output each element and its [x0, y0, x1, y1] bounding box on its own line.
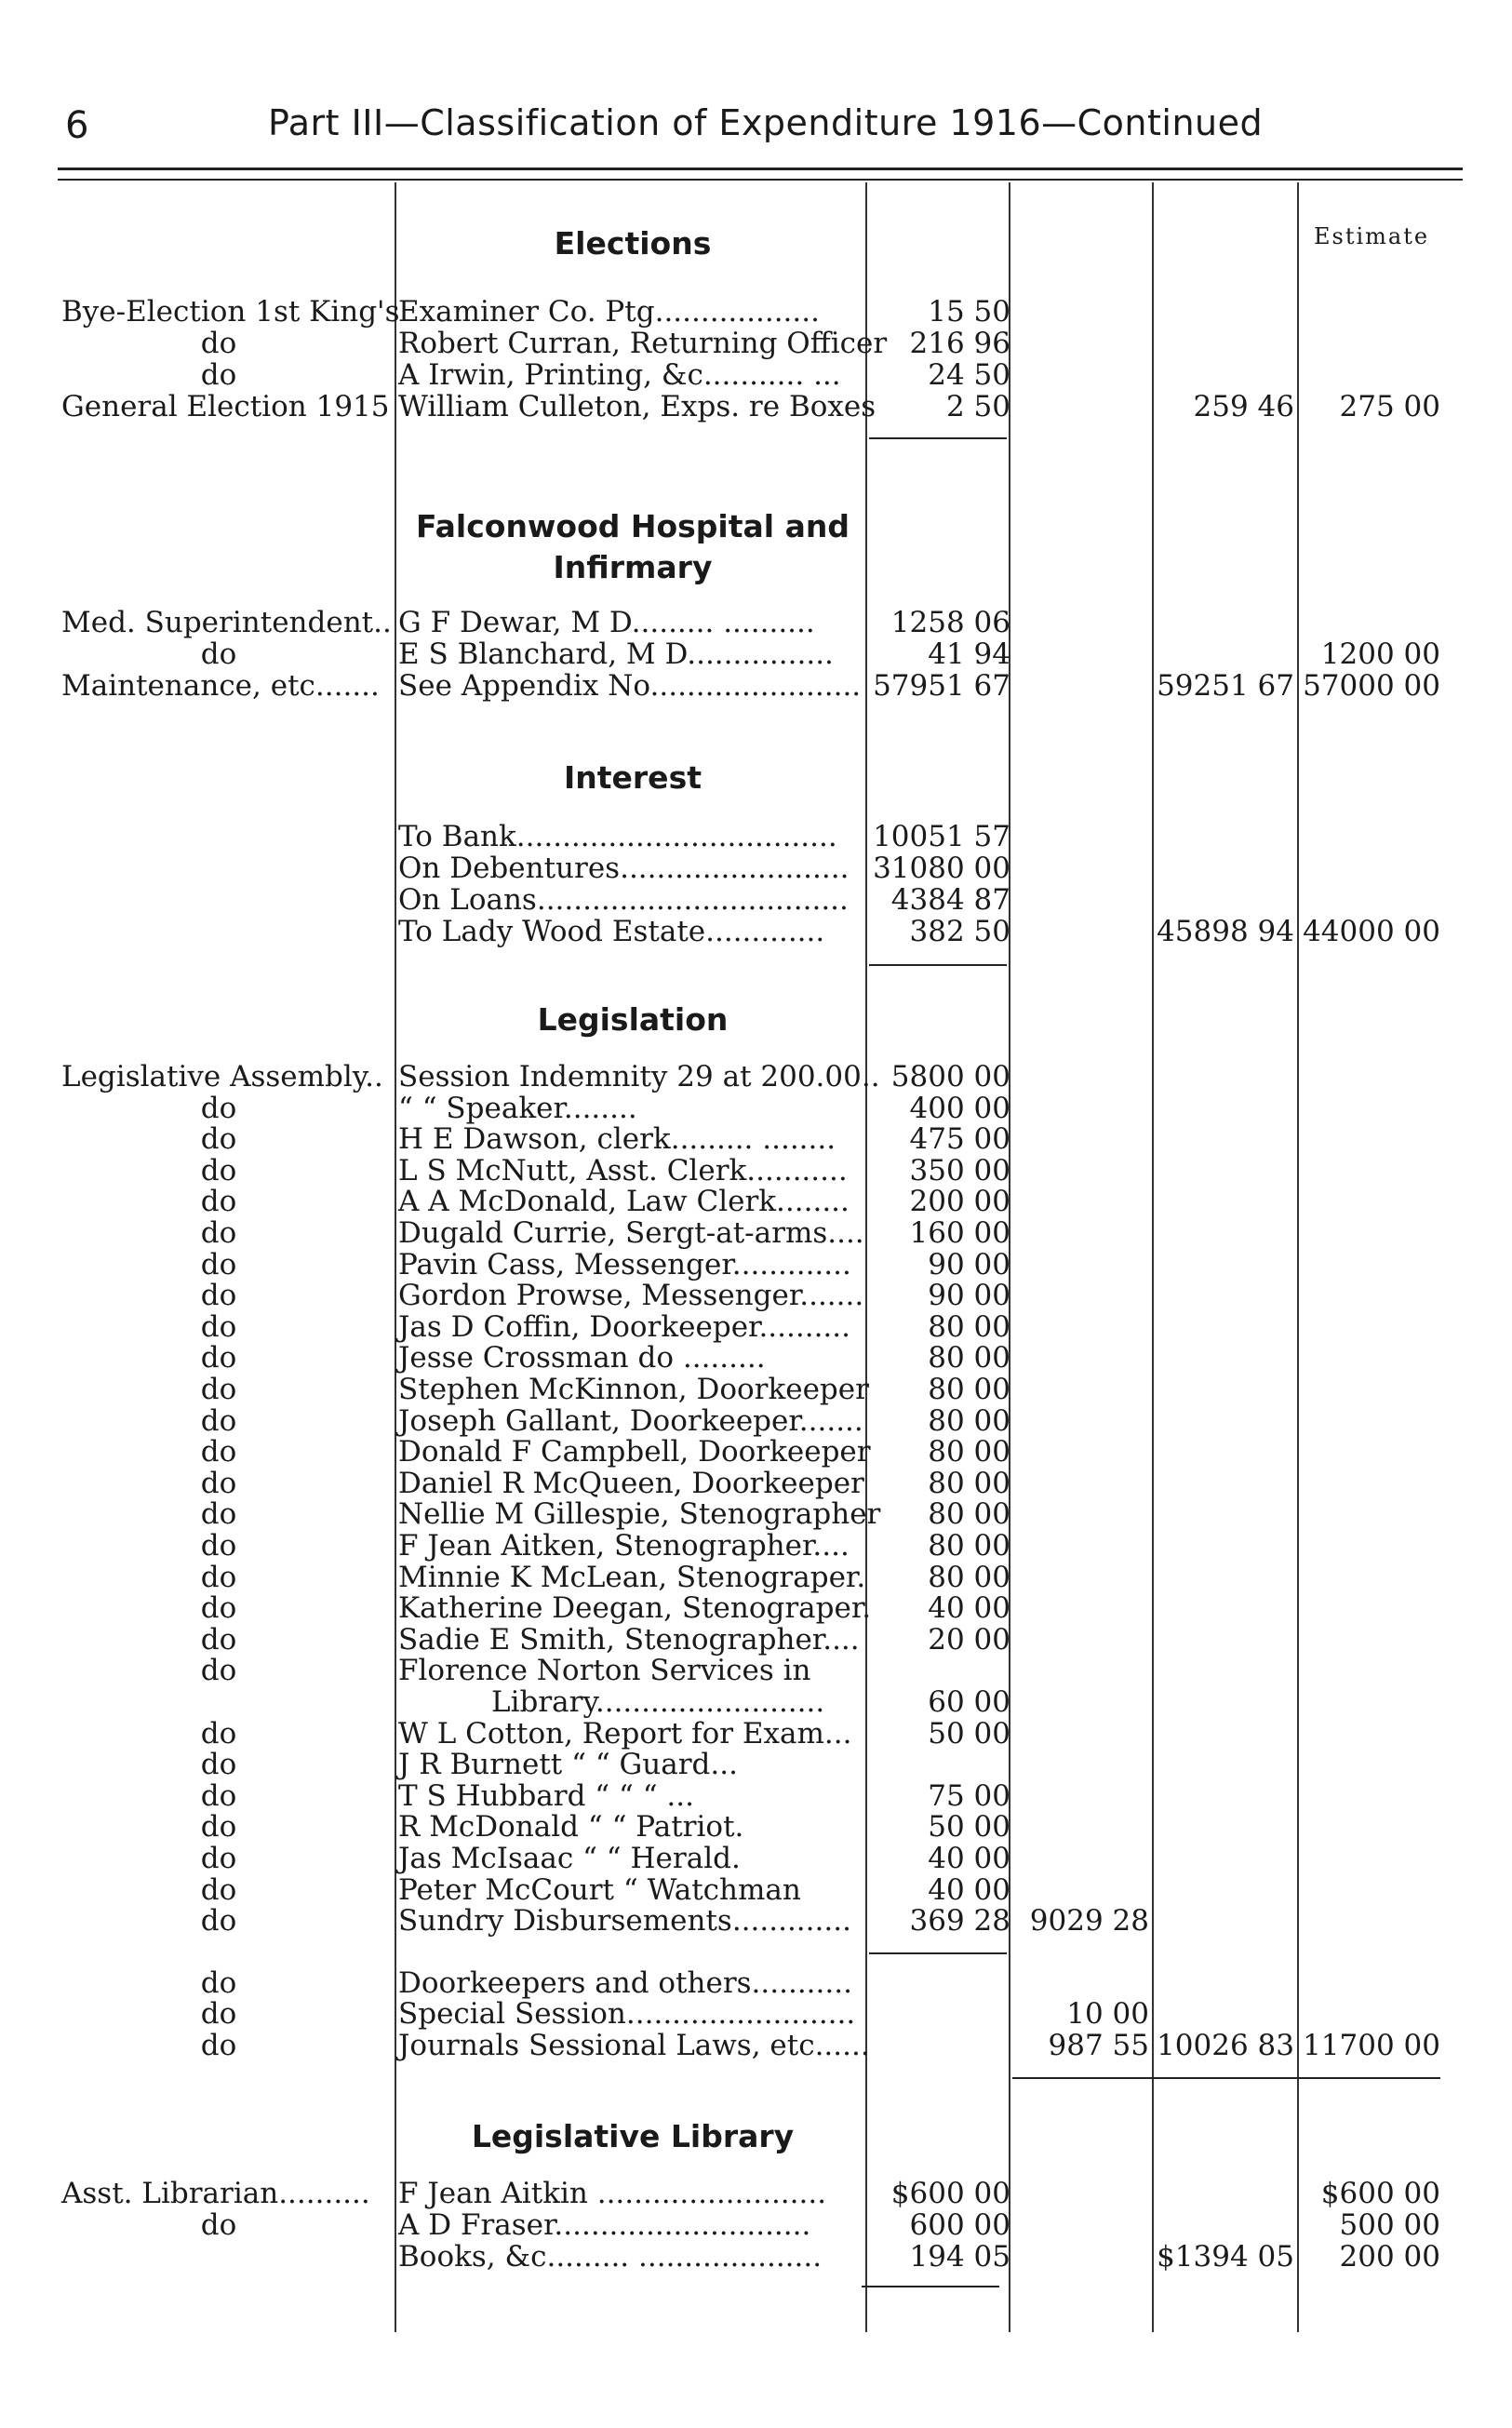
row-description: Doorkeepers and others........... — [398, 1965, 852, 2000]
amount-detail: 40 00 — [928, 1842, 1010, 1875]
row-description: Books, &c......... .................... — [398, 2240, 823, 2274]
row-description: E S Blanchard, M D................ — [398, 637, 834, 671]
table-row — [0, 1280, 1512, 1311]
row-description: F Jean Aitkin ......................... — [398, 2177, 827, 2210]
row-description: Examiner Co. Ptg.................. — [398, 295, 820, 329]
row-label: do — [200, 1435, 237, 1469]
table-row — [0, 1186, 1512, 1217]
row-description: Daniel R McQueen, Doorkeeper — [398, 1466, 864, 1500]
amount-detail: 2 50 — [945, 390, 1010, 423]
amount-detail: 200 00 — [909, 1185, 1010, 1219]
table-row — [0, 391, 1512, 423]
amount-detail: 80 00 — [928, 1309, 1010, 1344]
table-row — [0, 2030, 1512, 2061]
table-row — [0, 1592, 1512, 1624]
table-row — [0, 1311, 1512, 1343]
row-label: do — [200, 1279, 237, 1313]
table-row — [0, 1998, 1512, 2030]
row-label: Legislative Assembly.. — [61, 1060, 383, 1093]
table-row — [0, 1655, 1512, 1686]
table-row — [0, 1905, 1512, 1937]
row-description: To Lady Wood Estate............. — [398, 915, 825, 948]
row-description: Jas McIsaac “ “ Herald. — [398, 1842, 741, 1875]
row-label: do — [200, 1341, 237, 1375]
interest-subtotal-rule — [869, 964, 1007, 966]
row-description: Dugald Currie, Sergt-at-arms.... — [398, 1216, 864, 1250]
table-row — [0, 638, 1512, 670]
row-description: Sundry Disbursements............. — [398, 1904, 851, 1938]
amount-detail: 90 00 — [928, 1247, 1010, 1281]
table-row — [0, 670, 1512, 702]
row-description: To Bank................................... — [398, 820, 837, 853]
table-row — [0, 1468, 1512, 1499]
row-description: G F Dewar, M D......... .......... — [398, 606, 815, 639]
amount-detail: 194 05 — [909, 2240, 1010, 2274]
table-row — [0, 1498, 1512, 1530]
row-label: Maintenance, etc....... — [61, 669, 380, 703]
amount-detail: 90 00 — [928, 1279, 1010, 1313]
row-description: Gordon Prowse, Messenger....... — [398, 1279, 864, 1313]
row-label: do — [200, 1373, 237, 1406]
amount-subtotal: 9029 28 — [1029, 1904, 1149, 1938]
page-number: 6 — [65, 104, 89, 147]
amount-detail: 75 00 — [928, 1778, 1010, 1813]
estimate-column-header: Estimate — [1314, 223, 1430, 249]
table-row — [0, 359, 1512, 391]
amount-estimate: 1200 00 — [1320, 637, 1440, 671]
row-label: do — [200, 1904, 237, 1938]
row-label: do — [200, 1842, 237, 1875]
row-description: Donald F Campbell, Doorkeeper — [398, 1435, 871, 1469]
row-description: On Loans.................................. — [398, 883, 849, 917]
table-row — [0, 1874, 1512, 1906]
row-description: J R Burnett “ “ Guard... — [398, 1748, 738, 1782]
row-description: Pavin Cass, Messenger............. — [398, 1247, 851, 1281]
amount-subtotal: 987 55 — [1048, 2029, 1149, 2062]
amount-detail: 80 00 — [928, 1435, 1010, 1469]
amount-estimate: 57000 00 — [1303, 669, 1440, 703]
row-description: T S Hubbard “ “ “ ... — [398, 1778, 694, 1813]
table-row — [0, 1686, 1512, 1718]
row-description: Stephen McKinnon, Doorkeeper — [398, 1373, 869, 1406]
amount-detail: 216 96 — [909, 327, 1010, 360]
amount-estimate: $600 00 — [1320, 2177, 1440, 2210]
library-subtotal-rule — [862, 2286, 999, 2287]
amount-detail: 15 50 — [928, 295, 1010, 329]
table-row — [0, 1436, 1512, 1468]
row-description: A A McDonald, Law Clerk........ — [398, 1185, 850, 1219]
amount-detail: 5800 00 — [890, 1060, 1010, 1093]
table-row — [0, 328, 1512, 359]
table-row — [0, 1217, 1512, 1249]
section-title-interest: Interest — [563, 759, 702, 796]
table-row — [0, 1811, 1512, 1843]
row-description: H E Dawson, clerk......... ........ — [398, 1122, 836, 1157]
amount-estimate: 44000 00 — [1303, 915, 1440, 948]
table-row — [0, 884, 1512, 916]
amount-detail: 80 00 — [928, 1341, 1010, 1375]
section-title-library: Legislative Library — [471, 2118, 795, 2154]
row-description: A D Fraser............................ — [398, 2208, 811, 2242]
table-row — [0, 1530, 1512, 1562]
row-description: W L Cotton, Report for Exam... — [398, 1716, 852, 1751]
falconwood-title-line1: Falconwood Hospital and — [416, 508, 850, 544]
row-label: do — [200, 2029, 237, 2062]
row-description: Nellie M Gillespie, Stenographer — [398, 1497, 881, 1532]
amount-detail: 10051 57 — [873, 820, 1010, 853]
amount-detail: 20 00 — [928, 1622, 1010, 1657]
amount-total: $1394 05 — [1157, 2240, 1294, 2274]
row-label: do — [200, 358, 237, 392]
section-title-elections: Elections — [554, 225, 712, 262]
row-label: do — [200, 1122, 237, 1157]
row-description: See Appendix No....................... — [398, 669, 862, 703]
row-label: do — [200, 1309, 237, 1344]
row-description: Katherine Deegan, Stenograper. — [398, 1591, 872, 1626]
table-row — [0, 1405, 1512, 1437]
amount-total: 59251 67 — [1157, 669, 1294, 703]
row-description: R McDonald “ “ Patriot. — [398, 1810, 744, 1844]
amount-detail: 369 28 — [909, 1904, 1010, 1938]
row-description: L S McNutt, Asst. Clerk........... — [398, 1153, 848, 1187]
amount-detail: 80 00 — [928, 1373, 1010, 1406]
table-row — [0, 1780, 1512, 1812]
table-row — [0, 852, 1512, 884]
row-label: Asst. Librarian.......... — [61, 2177, 370, 2210]
row-description: William Culleton, Exps. re Boxes — [398, 390, 876, 423]
amount-total: 45898 94 — [1157, 915, 1294, 948]
header-rule-bottom — [58, 179, 1463, 181]
row-label: do — [200, 1716, 237, 1751]
amount-detail: $600 00 — [890, 2177, 1010, 2210]
row-label: do — [200, 1497, 237, 1532]
amount-estimate: 500 00 — [1339, 2208, 1440, 2242]
row-label: do — [200, 637, 237, 671]
table-row — [0, 2241, 1512, 2273]
amount-subtotal: 10 00 — [1066, 1997, 1149, 2032]
row-description: Florence Norton Services in — [398, 1654, 811, 1688]
row-description: Library......................... — [491, 1685, 825, 1719]
amount-detail: 80 00 — [928, 1560, 1010, 1594]
row-description: Robert Curran, Returning Officer — [398, 327, 888, 360]
amount-detail: 80 00 — [928, 1529, 1010, 1563]
amount-detail: 80 00 — [928, 1497, 1010, 1532]
row-label: do — [200, 1560, 237, 1594]
section-title-falconwood — [400, 506, 865, 588]
table-row — [0, 607, 1512, 638]
running-title: Part III—Classification of Expenditure 1916—Continued — [268, 102, 1264, 143]
amount-detail: 80 00 — [928, 1466, 1010, 1500]
row-label: do — [200, 1997, 237, 2032]
amount-detail: 41 94 — [928, 637, 1010, 671]
row-description: Jesse Crossman do ......... — [398, 1341, 766, 1375]
table-row — [0, 1624, 1512, 1656]
row-label: do — [200, 1216, 237, 1250]
row-label: do — [200, 1153, 237, 1187]
amount-detail: 40 00 — [928, 1872, 1010, 1907]
row-description: Special Session......................... — [398, 1997, 856, 2032]
row-label: do — [200, 1529, 237, 1563]
section-title-legislation: Legislation — [537, 1001, 729, 1038]
row-label: do — [200, 1872, 237, 1907]
table-row — [0, 1843, 1512, 1874]
row-label: Bye-Election 1st King's — [61, 295, 400, 329]
amount-estimate: 11700 00 — [1303, 2029, 1440, 2062]
amount-estimate: 200 00 — [1339, 2240, 1440, 2274]
amount-detail: 80 00 — [928, 1403, 1010, 1438]
amount-detail: 1258 06 — [890, 606, 1010, 639]
row-description: On Debentures......................... — [398, 852, 850, 885]
amount-detail: 50 00 — [928, 1716, 1010, 1751]
table-row — [0, 1249, 1512, 1281]
row-description: Joseph Gallant, Doorkeeper....... — [398, 1403, 863, 1438]
row-label: do — [200, 1748, 237, 1782]
table-row — [0, 1749, 1512, 1780]
amount-detail: 50 00 — [928, 1810, 1010, 1844]
row-description: Minnie K McLean, Stenograper. — [398, 1560, 866, 1594]
amount-detail: 24 50 — [928, 358, 1010, 392]
amount-detail: 31080 00 — [873, 852, 1010, 885]
row-label: Med. Superintendent.. — [61, 606, 392, 639]
row-description: Peter McCourt “ Watchman — [398, 1872, 801, 1907]
legislation-subtotal-rule-c1 — [869, 1952, 1007, 1954]
row-label: do — [200, 1591, 237, 1626]
table-row — [0, 296, 1512, 328]
table-row — [0, 1155, 1512, 1187]
header-rule-top — [58, 168, 1463, 170]
row-label: do — [200, 1466, 237, 1500]
row-label: do — [200, 327, 237, 360]
amount-detail: 350 00 — [909, 1153, 1010, 1187]
row-description: Session Indemnity 29 at 200.00.. — [398, 1060, 880, 1093]
table-row — [0, 1967, 1512, 1999]
amount-detail: 400 00 — [909, 1091, 1010, 1125]
amount-detail: 4384 87 — [890, 883, 1010, 917]
row-label: do — [200, 1654, 237, 1688]
amount-detail: 475 00 — [909, 1122, 1010, 1157]
table-row — [0, 1093, 1512, 1124]
table-row — [0, 1374, 1512, 1405]
row-label: do — [200, 1403, 237, 1438]
amount-detail: 382 50 — [909, 915, 1010, 948]
table-row — [0, 916, 1512, 947]
row-description: F Jean Aitken, Stenographer.... — [398, 1529, 850, 1563]
amount-detail: 40 00 — [928, 1591, 1010, 1626]
row-description: “ “ Speaker........ — [398, 1091, 637, 1125]
row-description: Journals Sessional Laws, etc...... — [398, 2029, 870, 2062]
table-row — [0, 1718, 1512, 1750]
row-label: General Election 1915 — [61, 390, 390, 423]
row-label: do — [200, 1778, 237, 1813]
table-row — [0, 1342, 1512, 1374]
row-description: Sadie E Smith, Stenographer.... — [398, 1622, 860, 1657]
row-description: Jas D Coffin, Doorkeeper.......... — [398, 1309, 850, 1344]
table-row — [0, 2178, 1512, 2209]
amount-total: 10026 83 — [1157, 2029, 1294, 2062]
legislation-total-rule — [1012, 2077, 1440, 2079]
row-label: do — [200, 1185, 237, 1219]
falconwood-title-line2: Infirmary — [553, 549, 713, 585]
row-label: do — [200, 1810, 237, 1844]
amount-detail: 60 00 — [928, 1685, 1010, 1719]
amount-detail: 57951 67 — [873, 669, 1010, 703]
table-row — [0, 2209, 1512, 2241]
row-label: do — [200, 1091, 237, 1125]
elections-subtotal-rule — [869, 437, 1007, 439]
row-label: do — [200, 1622, 237, 1657]
row-description: A Irwin, Printing, &c........... ... — [398, 358, 841, 392]
amount-detail: 600 00 — [909, 2208, 1010, 2242]
row-label: do — [200, 2208, 237, 2242]
row-label: do — [200, 1247, 237, 1281]
amount-detail: 160 00 — [909, 1216, 1010, 1250]
amount-estimate: 275 00 — [1339, 390, 1440, 423]
amount-total: 259 46 — [1193, 390, 1294, 423]
table-row — [0, 1562, 1512, 1593]
table-row — [0, 821, 1512, 852]
table-row — [0, 1061, 1512, 1093]
row-label: do — [200, 1965, 237, 2000]
table-row — [0, 1123, 1512, 1155]
